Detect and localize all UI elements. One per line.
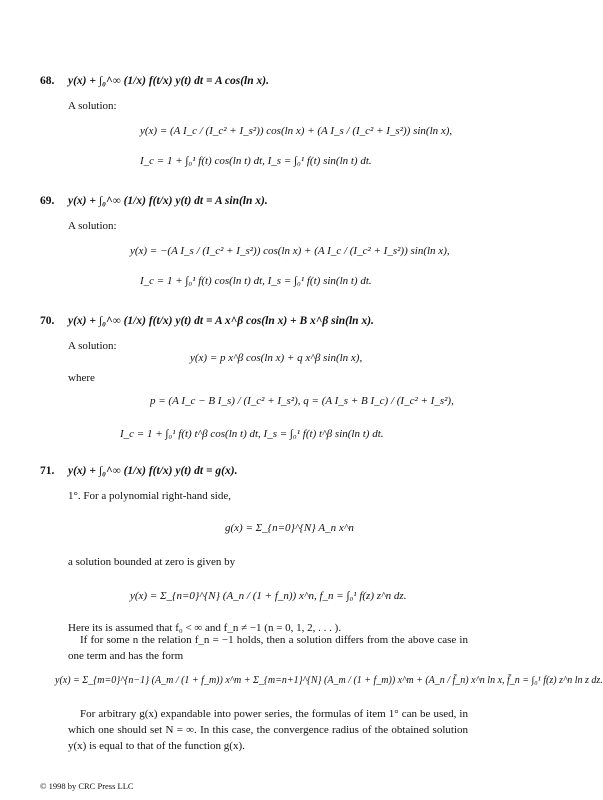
problem-68-formula-1: y(x) = (A I_c / (I_c² + I_s²)) cos(ln x) + (A I_s / (I_c² + I_s²)) sin(ln x), <box>140 125 453 137</box>
copyright-footer: © 1998 by CRC Press LLC <box>40 781 134 791</box>
problem-69-formula-2: I_c = 1 + ∫₀¹ f(t) cos(ln t) dt, I_s = ∫₀¹ f(t) sin(ln t) dt. <box>140 275 372 287</box>
problem-69-number: 69. <box>40 195 55 207</box>
problem-69-formula-1: y(x) = −(A I_s / (I_c² + I_s²)) cos(ln x) + (A I_c / (I_c² + I_s²)) sin(ln x), <box>130 245 450 257</box>
problem-70-where: where <box>68 372 95 384</box>
problem-70-solution-label: A solution: <box>68 340 117 352</box>
problem-69-solution-label: A solution: <box>68 220 117 232</box>
problem-68-number: 68. <box>40 75 55 87</box>
problem-71-arbitrary-text: For arbitrary g(x) expandable into power series, the formulas of item 1° can be used, in which one should set N = ∞. In this case, the convergence radius of the obtained solution y(x) is equal to that of the function g(x). <box>68 708 468 752</box>
problem-71-item-1: 1°. For a polynomial right-hand side, <box>68 490 231 502</box>
problem-71-formula-y: y(x) = Σ_{n=0}^{N} (A_n / (1 + f_n)) x^n, f_n = ∫₀¹ f(z) z^n dz. <box>130 590 407 602</box>
problem-71-number: 71. <box>40 465 55 477</box>
problem-71-relation-text: If for some n the relation f_n = −1 holds, then a solution differs from the above case in one term and has the form <box>68 634 468 662</box>
problem-71-formula-g: g(x) = Σ_{n=0}^{N} A_n x^n <box>225 522 354 534</box>
problem-71-formula-y2: y(x) = Σ_{m=0}^{n−1} (A_m / (1 + f_m)) x^m + Σ_{m=n+1}^{N} (A_m / (1 + f_m)) x^m + (A_n / f̄_n) x^n ln x, f̄_n = ∫₀¹ f(z) z^n ln z dz. <box>55 675 603 686</box>
problem-70-number: 70. <box>40 315 55 327</box>
problem-68-solution-label: A solution: <box>68 100 117 112</box>
problem-71-assumption: Here its is assumed that f₀ < ∞ and f_n ≠ −1 (n = 0, 1, 2, . . . ). <box>68 622 342 634</box>
problem-68-formula-2: I_c = 1 + ∫₀¹ f(t) cos(ln t) dt, I_s = ∫₀¹ f(t) sin(ln t) dt. <box>140 155 372 167</box>
problem-71-text-bounded: a solution bounded at zero is given by <box>68 556 236 568</box>
problem-70-equation: y(x) + ∫₀^∞ (1/x) f(t/x) y(t) dt = A x^β cos(ln x) + B x^β sin(ln x). <box>68 315 374 327</box>
problem-70-formula-3: I_c = 1 + ∫₀¹ f(t) t^β cos(ln t) dt, I_s = ∫₀¹ f(t) t^β sin(ln t) dt. <box>120 428 384 440</box>
problem-68-equation: y(x) + ∫₀^∞ (1/x) f(t/x) y(t) dt = A cos(ln x). <box>68 75 269 87</box>
problem-71-equation: y(x) + ∫₀^∞ (1/x) f(t/x) y(t) dt = g(x). <box>68 465 238 477</box>
problem-70-formula-1: y(x) = p x^β cos(ln x) + q x^β sin(ln x), <box>190 352 363 364</box>
problem-69-equation: y(x) + ∫₀^∞ (1/x) f(t/x) y(t) dt = A sin(ln x). <box>68 195 268 207</box>
problem-70-formula-2: p = (A I_c − B I_s) / (I_c² + I_s²), q = (A I_s + B I_c) / (I_c² + I_s²), <box>150 395 454 407</box>
